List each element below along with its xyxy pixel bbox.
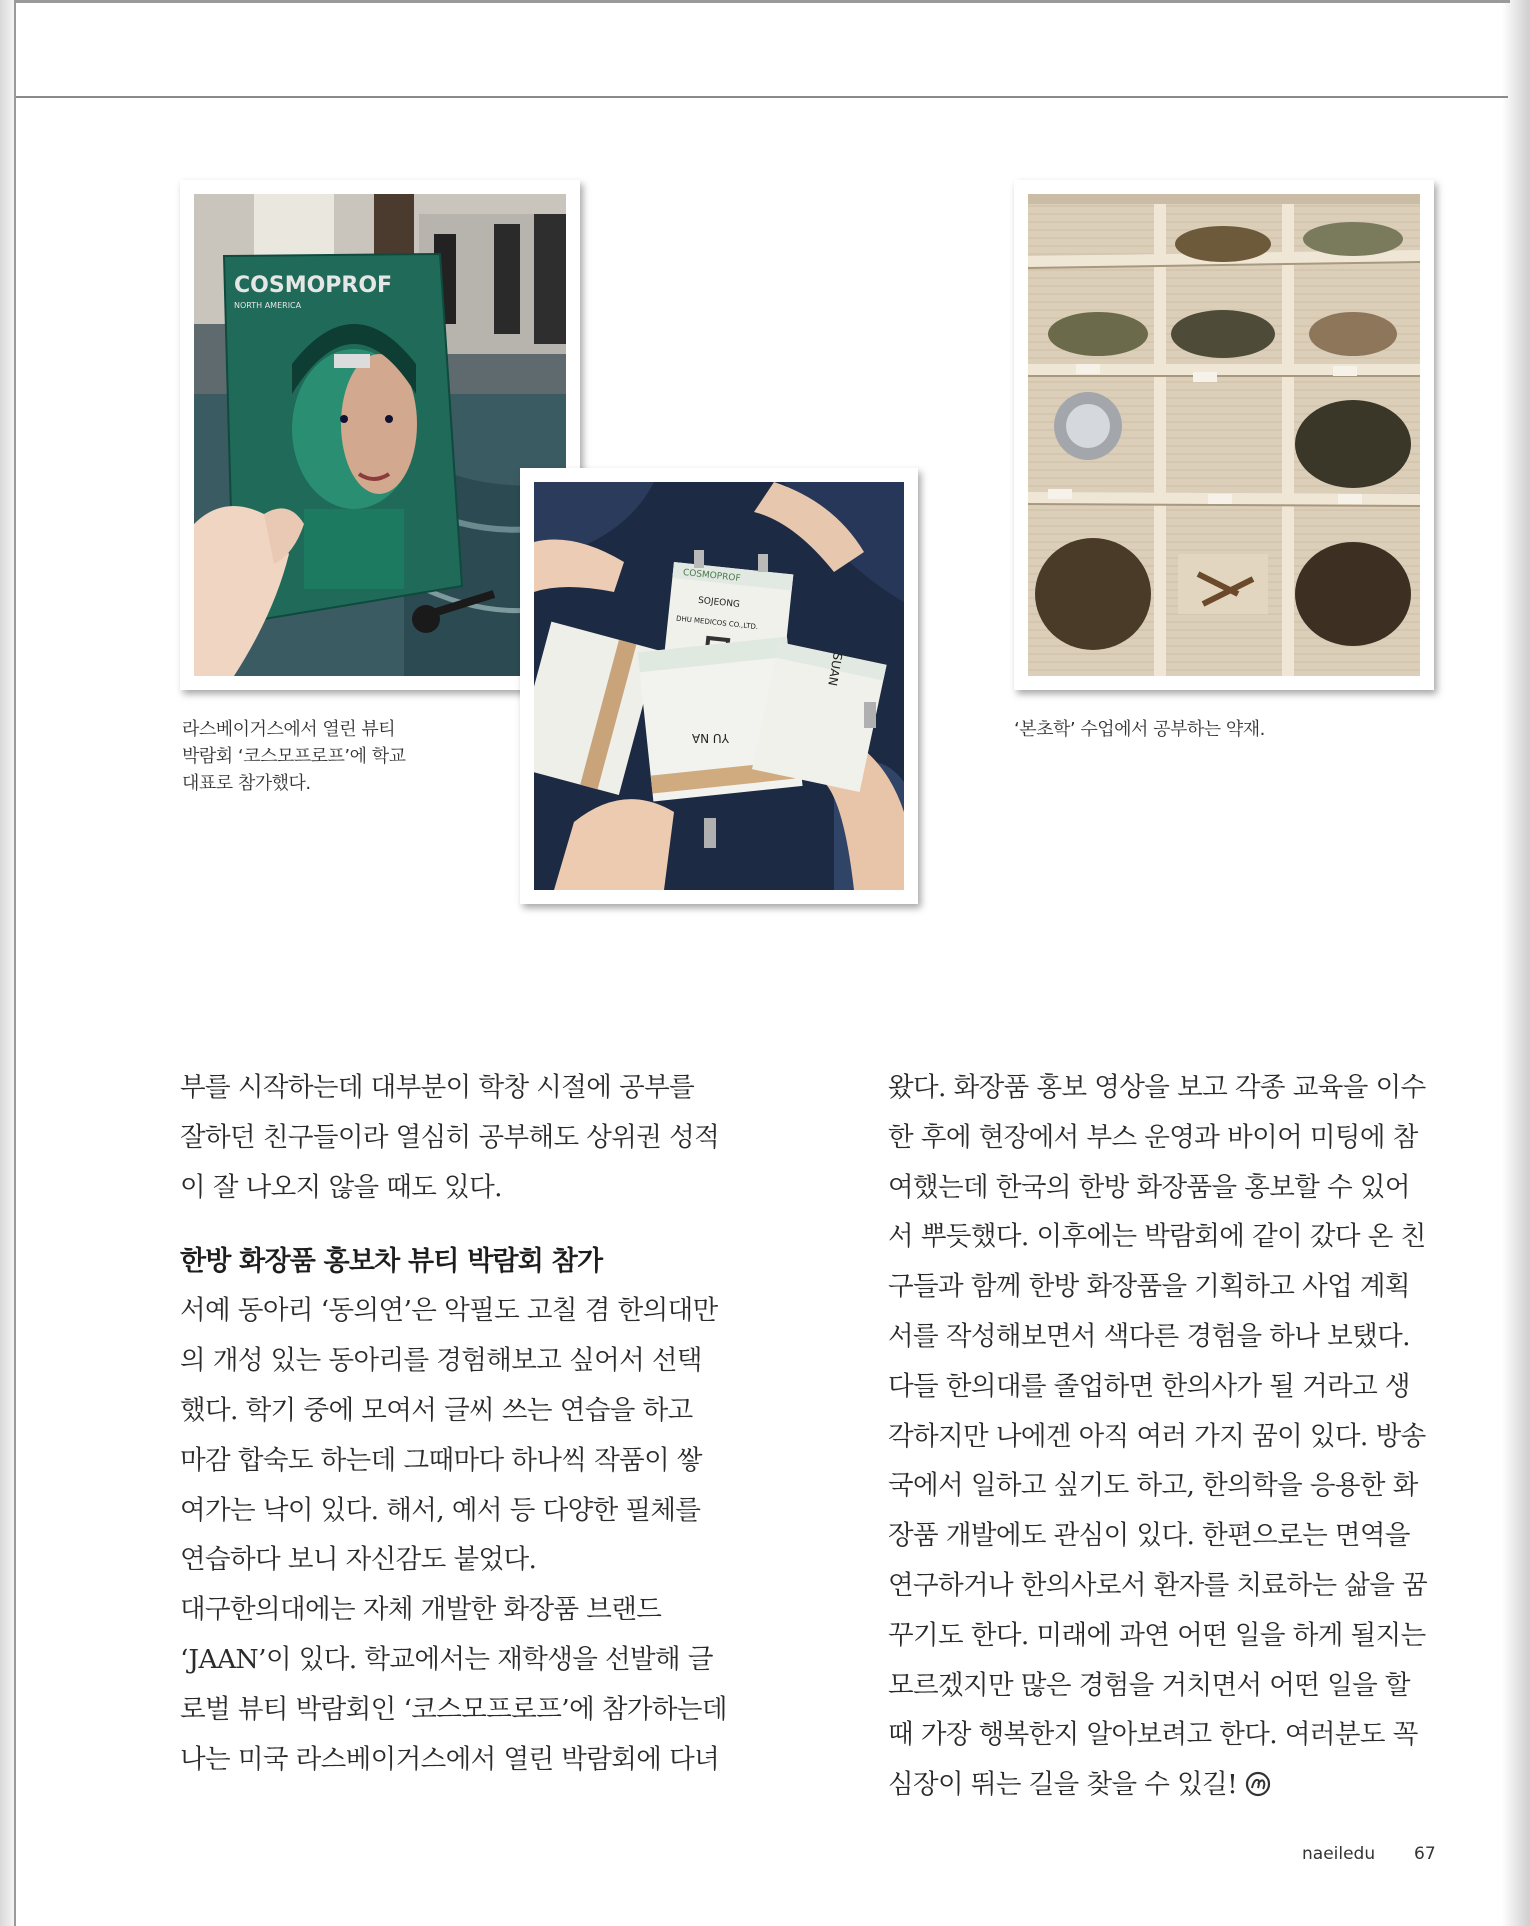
body-right-column [888, 1063, 1436, 1810]
body-line: 서 뿌듯했다. 이후에는 박람회에 같이 갔다 온 친 [888, 1221, 1426, 1253]
page-number: 67 [1414, 1844, 1436, 1864]
body-line-last-text: 심장이 뛰는 길을 찾을 수 있길! [888, 1769, 1238, 1801]
body-line: 꾸기도 한다. 미래에 과연 어떤 일을 하게 될지는 [888, 1619, 1426, 1651]
magazine-brand-text: COSMOPROF [234, 273, 393, 298]
body-line: 여가는 낙이 있다. 해서, 예서 등 다양한 필체를 [180, 1494, 701, 1526]
body-line: 대구한의대에는 자체 개발한 화장품 브랜드 [180, 1594, 662, 1626]
badge-company-1: DHU MEDICOS CO.,LTD. [675, 614, 759, 632]
body-line: 나는 미국 라스베이거스에서 열린 박람회에 다녀 [180, 1743, 720, 1775]
body-line: 연구하거나 한의사로서 환자를 치료하는 삶을 꿈 [888, 1569, 1428, 1601]
caption-line: 박람회 ‘코스모프로프’에 학교 [182, 746, 406, 767]
body-line: 왔다. 화장품 홍보 영상을 보고 각종 교육을 이수 [888, 1072, 1426, 1103]
badge-name-2: YU NA [691, 731, 729, 745]
body-line: 각하지만 나에겐 아직 여러 가지 꿈이 있다. 방송 [888, 1420, 1426, 1452]
body-line: 서를 작성해보면서 색다른 경험을 하나 보탰다. [888, 1320, 1410, 1352]
body-line: 서예 동아리 ‘동의연’은 악필도 고칠 겸 한의대만 [180, 1295, 718, 1327]
body-line: ‘JAAN’이 있다. 학교에서는 재학생을 선발해 글 [180, 1643, 713, 1675]
body-line: 연습하다 보니 자신감도 붙었다. [180, 1544, 537, 1576]
photo-exhibitor-badges [520, 468, 918, 904]
body-line: 국에서 일하고 싶기도 하고, 한의학을 응용한 화 [888, 1470, 1418, 1502]
photo-herbal-materials [1014, 180, 1434, 690]
caption-right-photo [1014, 716, 1434, 743]
magazine-photo-image [194, 194, 566, 676]
body-line: 장품 개발에도 관심이 있다. 한편으로는 면역을 [888, 1520, 1410, 1552]
magazine-sub-text: NORTH AMERICA [234, 301, 302, 310]
badge-name-1: SOJEONG [697, 595, 741, 611]
caption-line: ‘본초학’ 수업에서 공부하는 약재. [1014, 719, 1265, 740]
naeil-logo-icon [1245, 1771, 1271, 1797]
body-line: 구들과 함께 한방 화장품을 기획하고 사업 계획 [888, 1271, 1410, 1303]
body-line: 여했는데 한국의 한방 화장품을 홍보할 수 있어 [888, 1171, 1410, 1203]
body-line: 때 가장 행복한지 알아보려고 한다. 여러분도 꼭 [888, 1719, 1418, 1751]
body-line: 마감 합숙도 하는데 그때마다 하나씩 작품이 쌓 [180, 1444, 702, 1476]
page-curl-shadow [1502, 0, 1530, 1926]
body-line: 했다. 학기 중에 모여서 글씨 쓰는 연습을 하고 [180, 1394, 693, 1426]
body-line: 잘하던 친구들이라 열심히 공부해도 상위권 성적 [180, 1121, 720, 1153]
footer-brand: naeiledu [1302, 1844, 1376, 1864]
caption-line: 대표로 참가했다. [182, 773, 311, 794]
body-line: 부를 시작하는데 대부분이 학창 시절에 공부를 [180, 1072, 695, 1103]
badge-brand-text: COSMOPROF [682, 568, 741, 585]
caption-line: 라스베이거스에서 열린 뷰티 [182, 719, 396, 740]
body-line-last [888, 1760, 1436, 1810]
herbs-photo-image [1028, 194, 1420, 676]
caption-left-photo [182, 716, 482, 797]
body-line: 로벌 뷰티 박람회인 ‘코스모프로프’에 참가하는데 [180, 1693, 727, 1725]
body-line: 이 잘 나오지 않을 때도 있다. [180, 1171, 502, 1203]
badge-name-3: SUAN [825, 651, 845, 687]
body-line: 의 개성 있는 동아리를 경험해보고 싶어서 선택 [180, 1345, 702, 1377]
body-left-column [180, 1063, 726, 1784]
body-line: 한 후에 현장에서 부스 운영과 바이어 미팅에 참 [888, 1121, 1418, 1153]
header-rule [16, 96, 1508, 98]
body-line: 다들 한의대를 졸업하면 한의사가 될 거라고 생 [888, 1370, 1410, 1402]
section-heading: 한방 화장품 홍보차 뷰티 박람회 참가 [180, 1246, 603, 1278]
page-edge-shadow [0, 0, 14, 1926]
top-edge [14, 0, 1510, 3]
body-line: 모르겠지만 많은 경험을 거치면서 어떤 일을 할 [888, 1669, 1410, 1701]
badges-photo-image [534, 482, 904, 890]
